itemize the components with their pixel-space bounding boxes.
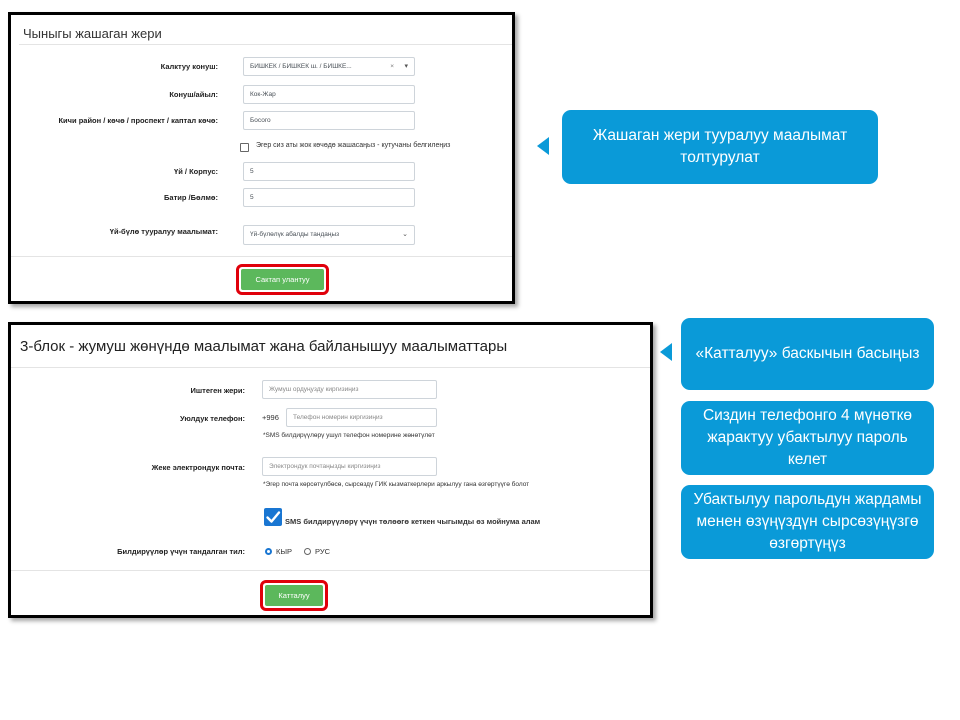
callout-temp-password: Сиздин телефонго 4 мүнөткө жарактуу убактылуу пароль келет <box>681 401 934 475</box>
callout-register: «Катталуу» баскычын басыңыз <box>681 318 934 390</box>
phone-note: *SMS билдирүүлөрү ушул телефон номерине жөнөтүлөт <box>263 432 435 439</box>
village-input[interactable]: Кок-Жар <box>243 85 415 104</box>
workplace-placeholder: Жумуш ордуңузду киргизиңиз <box>269 386 359 393</box>
no-street-checkbox-label: Эгер сиз аты жок көчөдө жашасаңыз - кутучаны белгилеңиз <box>256 142 451 149</box>
callout-arrow-icon <box>660 343 672 361</box>
apartment-input[interactable]: 5 <box>243 188 415 207</box>
callout-change-password: Убактылуу парольдун жардамы менен өзүңүздүн сырсөзүңүзгө өзгөртүңүз <box>681 485 934 559</box>
phone-placeholder: Телефон номерин киргизиңиз <box>293 414 383 421</box>
residence-title: Чыныгы жашаган жери <box>23 26 162 41</box>
village-label: Конуш/айыл: <box>169 90 218 99</box>
footer-divider <box>11 256 512 257</box>
house-input[interactable]: 5 <box>243 162 415 181</box>
save-continue-button[interactable]: Сактап улантуу <box>241 269 324 290</box>
email-input[interactable] <box>262 457 437 476</box>
callout-residence: Жашаган жери тууралуу маалымат толтурулат <box>562 110 878 184</box>
sms-consent-checkbox[interactable] <box>264 508 282 526</box>
residence-panel <box>8 12 515 304</box>
register-button[interactable]: Катталуу <box>265 585 323 606</box>
family-select[interactable] <box>243 225 415 245</box>
lang-rus-label: РУС <box>315 547 331 556</box>
email-note: *Эгер почта көрсөтүлбөсө, сырсөздү ГИК кызматкерлери аркылуу гана өзгөртүүгө болот <box>263 481 530 488</box>
title-divider <box>11 367 650 368</box>
phone-prefix: +996 <box>262 413 279 422</box>
no-street-checkbox[interactable] <box>240 143 249 152</box>
street-input[interactable]: Босого <box>243 111 415 130</box>
email-label: Жеке электрондук почта: <box>151 463 245 472</box>
chevron-down-icon: ⌄ <box>402 231 408 238</box>
callout-arrow-icon <box>537 137 549 155</box>
footer-divider <box>11 570 650 571</box>
title-divider <box>19 44 512 45</box>
sms-consent-label: SMS билдирүүлөрү үчүн төлөөгө кеткен чыгымды өз мойнума алам <box>285 517 541 526</box>
check-icon <box>264 508 282 526</box>
phone-input[interactable] <box>286 408 437 427</box>
email-placeholder: Электрондук почтаңызды киргизиңиз <box>269 463 381 470</box>
lang-kyr-label: КЫР <box>276 547 293 556</box>
family-select-value: Үй-бүлөлүк абалды тандаңыз <box>250 231 340 238</box>
language-label: Билдирүүлөр үчүн тандалган тил: <box>117 547 245 556</box>
region-value: БИШКЕК / БИШКЕК ш. / БИШКЕ... <box>250 63 352 70</box>
lang-kyr-radio[interactable] <box>265 548 272 555</box>
contact-title: 3-блок - жумуш жөнүндө маалымат жана байланышуу маалыматтары <box>20 338 508 355</box>
clear-icon[interactable]: × <box>390 63 394 70</box>
chevron-down-icon: ▾ <box>404 63 408 70</box>
family-label: Үй-бүлө тууралуу маалымат: <box>109 227 218 236</box>
workplace-input[interactable] <box>262 380 437 399</box>
phone-label: Уюлдук телефон: <box>180 414 245 423</box>
lang-rus-radio[interactable] <box>304 548 311 555</box>
region-select[interactable] <box>243 57 415 76</box>
workplace-label: Иштеген жери: <box>190 386 245 395</box>
house-label: Үй / Корпус: <box>174 167 218 176</box>
contact-panel <box>8 322 653 618</box>
apartment-label: Батир /Бөлмө: <box>164 193 218 202</box>
street-label: Кичи район / көчө / проспект / каптал көчө: <box>58 116 218 125</box>
region-label: Калктуу конуш: <box>160 62 218 71</box>
